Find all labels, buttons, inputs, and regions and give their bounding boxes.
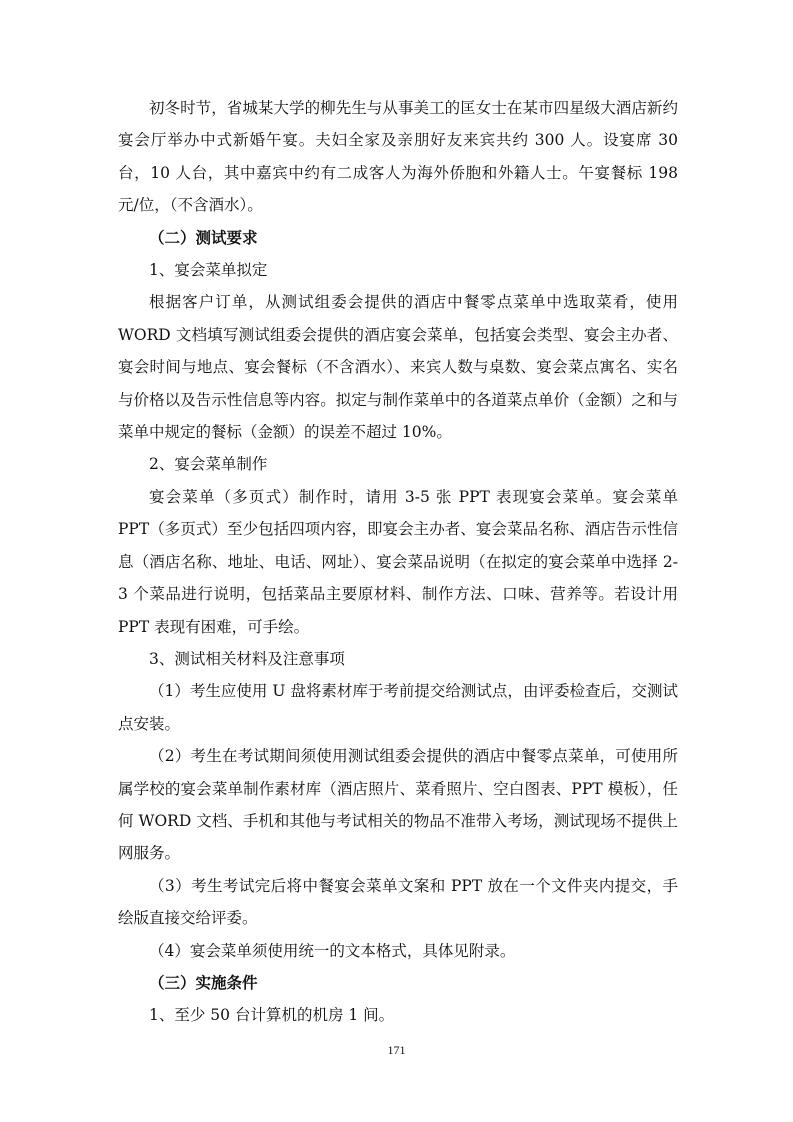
- menu-making-paragraph: 宴会菜单（多页式）制作时，请用 3-5 张 PPT 表现宴会菜单。宴会菜单 PPT（多页式）至少包括四项内容，即宴会主办者、宴会菜品名称、酒店告示性信息（酒店名称、地址、电话、网址）、宴会菜品说明（在拟定的宴会菜单中选择 2-3 个菜品进行说明，包括菜品主要原材料、制作方法、口味、营养等。若设计用 PPT 表现有困难，可手绘。: [118, 487, 678, 636]
- page-number: 171: [387, 1043, 406, 1057]
- subheading-materials-notes: 3、测试相关材料及注意事项: [149, 649, 345, 668]
- subheading-menu-drafting: 1、宴会菜单拟定: [149, 261, 268, 280]
- subheading-menu-making: 2、宴会菜单制作: [149, 455, 268, 474]
- note-item-1: （1）考生应使用 U 盘将素材库于考前提交给测试点，由评委检查后，交测试点安装。: [118, 682, 678, 733]
- intro-paragraph: 初冬时节，省城某大学的柳先生与从事美工的匡女士在某市四星级大酒店新约宴会厅举办中式新婚午宴。夫妇全家及亲朋好友来宾共约 300 人。设宴席 30 台，10 人台，其中嘉宾中约有二成客人为海外侨胞和外籍人士。午宴餐标 198 元/位，（不含酒水）。: [118, 99, 678, 215]
- section-heading-test-requirements: （二）测试要求: [149, 227, 258, 247]
- menu-drafting-paragraph: 根据客户订单，从测试组委会提供的酒店中餐零点菜单中选取菜肴，使用 WORD 文档填写测试组委会提供的酒店宴会菜单，包括宴会类型、宴会主办者、宴会时间与地点、宴会餐标（不含酒水）、来宾人数与桌数、宴会菜点寓名、实名与价格以及告示性信息等内容。拟定与制作菜单中的各道菜点单价（金额）之和与菜单中规定的餐标（金额）的误差不超过 10%。: [118, 293, 678, 442]
- note-item-2: （2）考生在考试期间须使用测试组委会提供的酒店中餐零点菜单，可使用所属学校的宴会菜单制作素材库（酒店照片、菜肴照片、空白图表、PPT 模板），任何 WORD 文档、手机和其他与考试相关的物品不准带入考场，测试现场不提供上网服务。: [118, 747, 678, 863]
- document-body: [118, 92, 678, 1032]
- note-item-3: （3）考生考试完后将中餐宴会菜单文案和 PPT 放在一个文件夹内提交，手绘版直接交给评委。: [118, 876, 678, 928]
- note-item-4: （4）宴会菜单须使用统一的文本格式，具体见附录。: [149, 941, 516, 960]
- condition-item-1: 1、至少 50 台计算机的机房 1 间。: [149, 1006, 395, 1025]
- section-heading-conditions: （三）实施条件: [149, 972, 258, 992]
